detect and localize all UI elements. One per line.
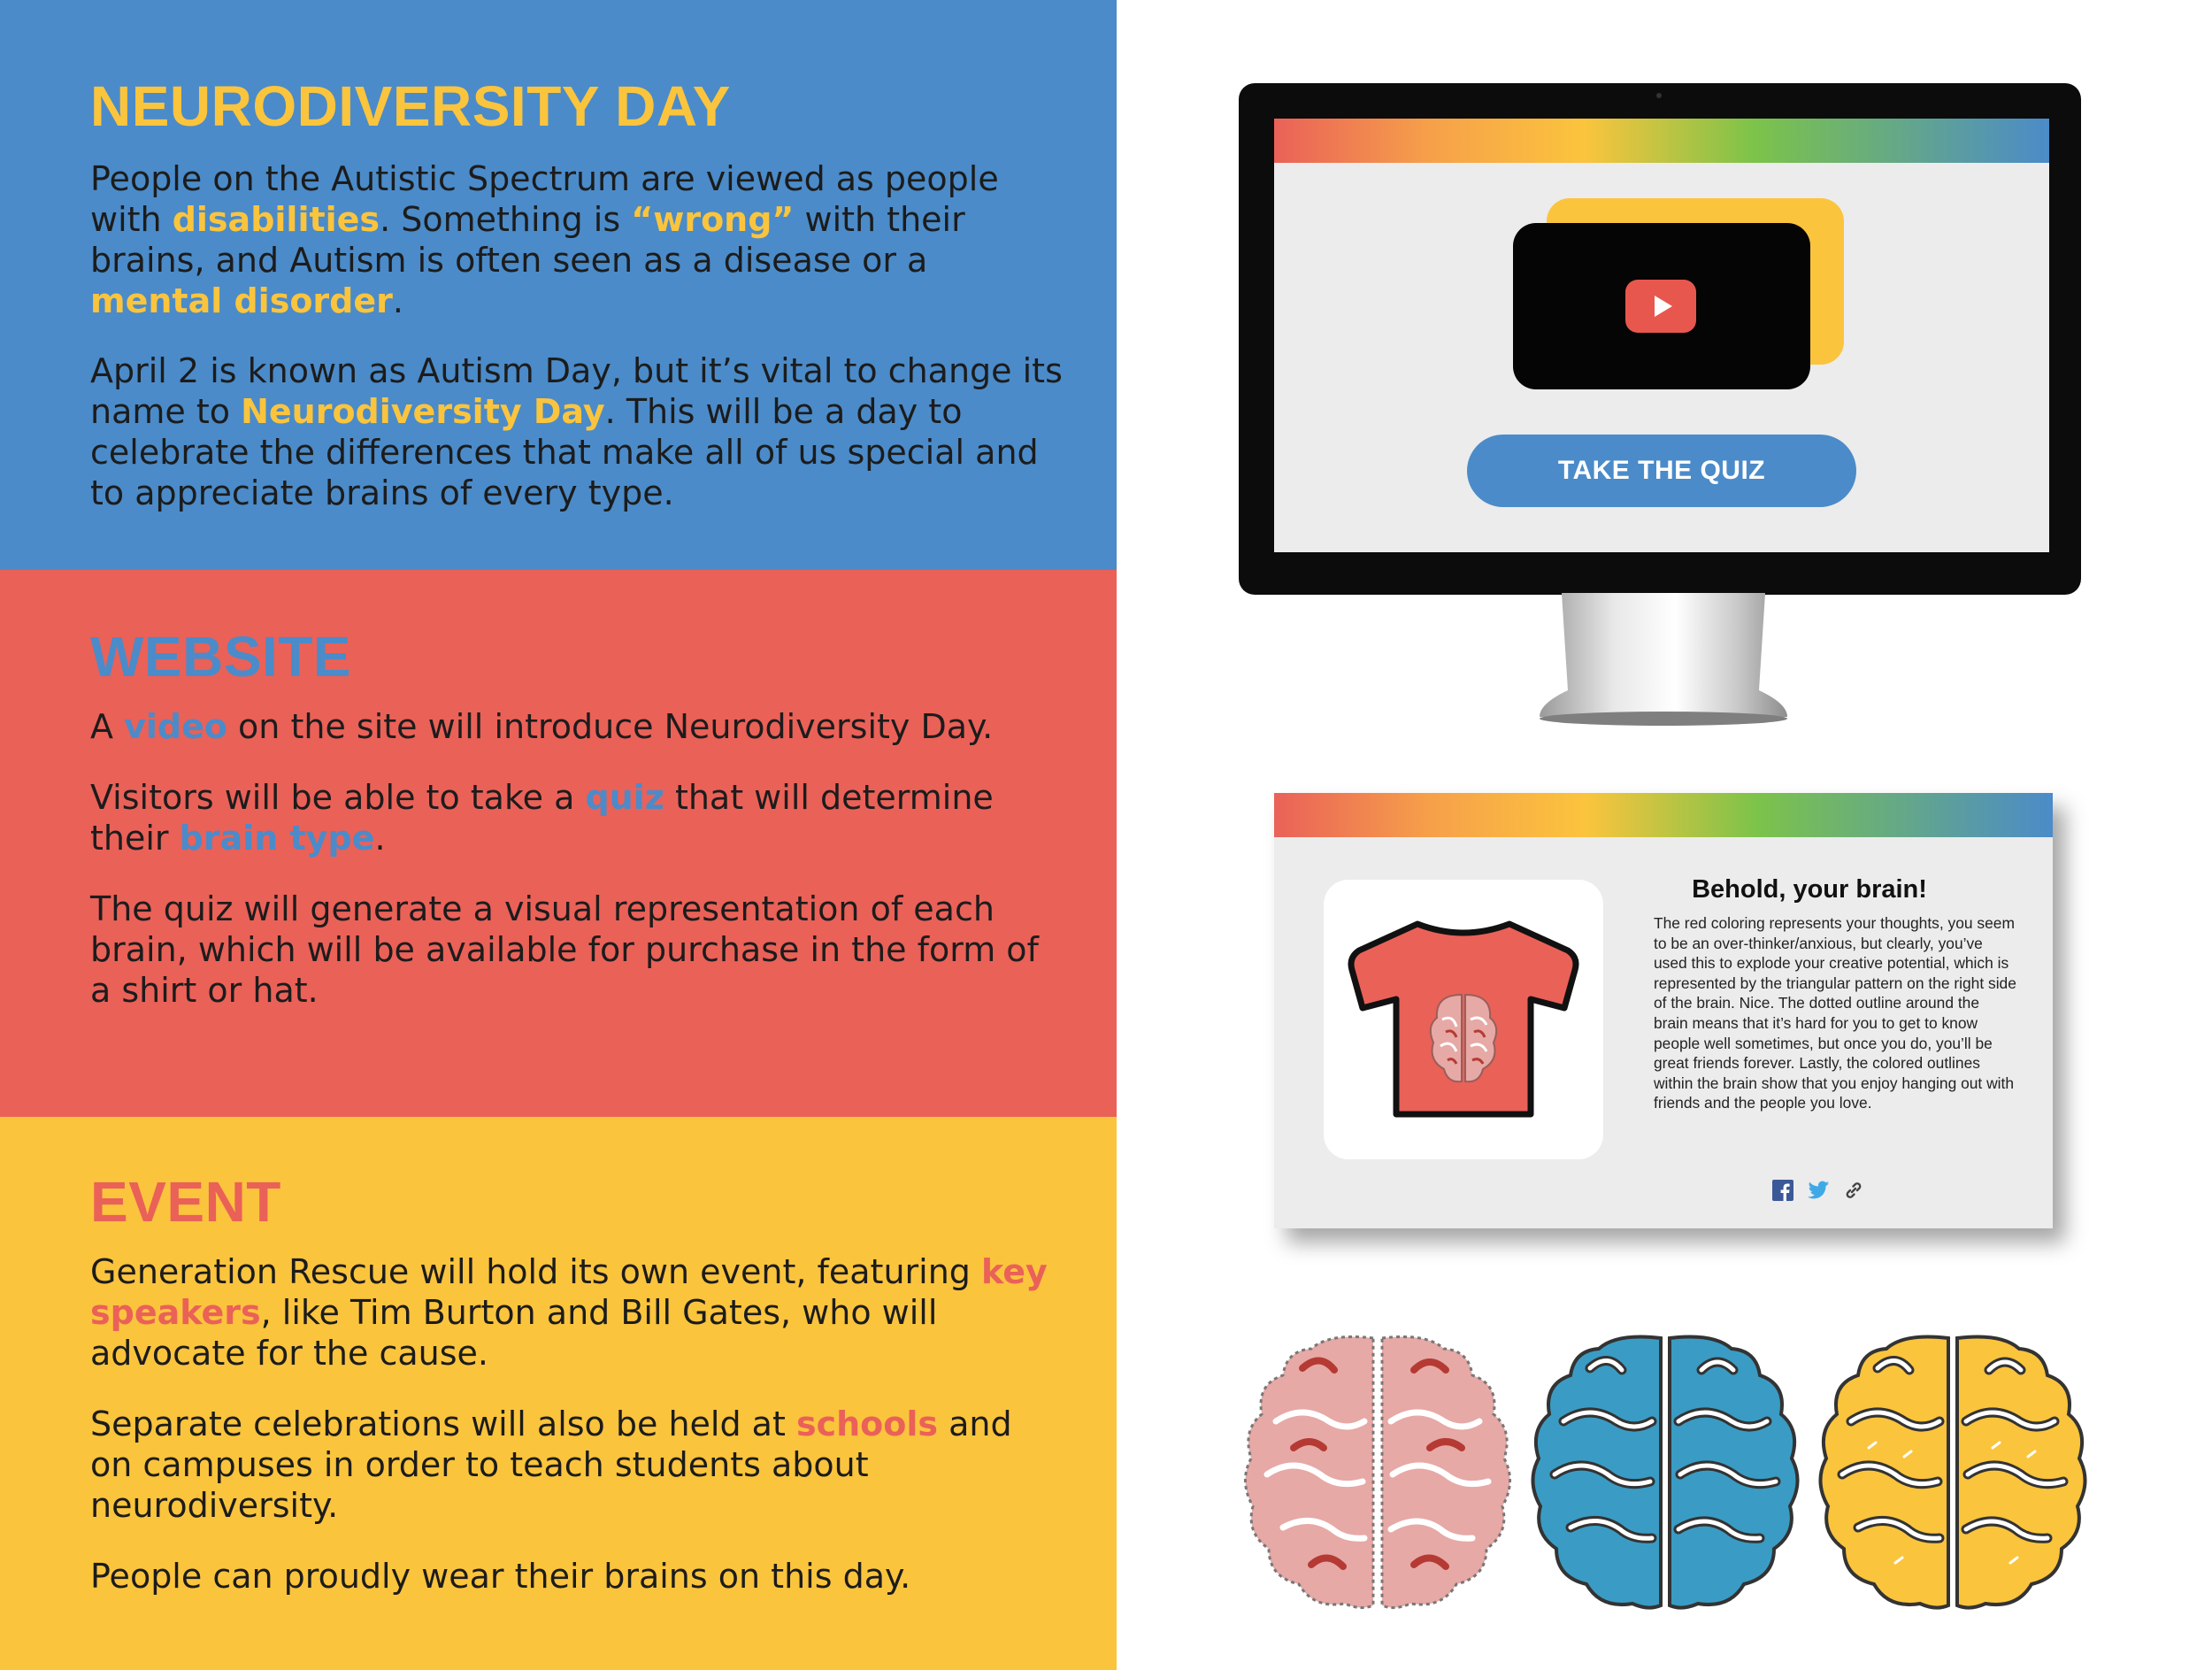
event-title: EVENT xyxy=(90,1170,281,1234)
website-title: WEBSITE xyxy=(90,625,352,689)
website-section xyxy=(0,570,1117,1117)
event-paragraph-2: Separate celebrations will also be held at schools and on campuses in order to teach students about neurodiversity. xyxy=(90,1404,1012,1525)
yellow-brain-illustration xyxy=(1816,1333,2090,1612)
website-paragraph-2: Visitors will be able to take a quiz that will determine their brain type. xyxy=(90,778,994,858)
neurodiversity-paragraph-2: April 2 is known as Autism Day, but it’s vital to change its name to Neurodiversity Day. This will be a day to celebrate the differences that make all of us special and to appreciate brains of every type. xyxy=(90,351,1063,512)
monitor-screen xyxy=(1274,119,2049,552)
event-paragraph-1: Generation Rescue will hold its own event, featuring key speakers, like Tim Burton and Bill Gates, who will advocate for the cause. xyxy=(90,1252,1048,1373)
result-title: Behold, your brain! xyxy=(1692,875,1927,904)
website-paragraph-1: A video on the site will introduce Neurodiversity Day. xyxy=(90,707,994,746)
monitor-mockup xyxy=(1239,83,2081,595)
website-paragraph-3: The quiz will generate a visual representation of each brain, which will be available for purchase in the form of a shirt or hat. xyxy=(90,889,1039,1010)
event-paragraph-3: People can proudly wear their brains on this day. xyxy=(90,1557,911,1596)
rainbow-header-bar xyxy=(1274,793,2053,837)
tshirt-icon xyxy=(1347,915,1580,1122)
event-section xyxy=(0,1117,1117,1670)
result-description: The red coloring represents your thoughts, you seem to be an over-thinker/anxious, but clearly, you’ve used this to explode your creative potential, which is represented by the triangular pattern on the right side of the brain. Nice. The dotted outline around the brain means that it’s hard for you to get to know people well sometimes, but once you do, you’ll be great friends forever. Lastly, the colored outlines within the brain show that you enjoy hanging out with friends and the people you love. xyxy=(1654,914,2016,1112)
twitter-icon[interactable] xyxy=(1807,1179,1830,1202)
play-icon[interactable] xyxy=(1625,280,1696,333)
neurodiversity-section xyxy=(0,0,1117,570)
shirt-preview[interactable] xyxy=(1324,880,1603,1159)
take-quiz-button[interactable]: TAKE THE QUIZ xyxy=(1467,435,1856,507)
quiz-result-card xyxy=(1274,793,2053,1228)
monitor-stand xyxy=(1522,593,1805,735)
facebook-icon[interactable] xyxy=(1771,1179,1794,1202)
blue-brain-illustration xyxy=(1528,1333,1802,1612)
neurodiversity-paragraph-1: People on the Autistic Spectrum are viewed as people with disabilities. Something is “wrong” with their brains, and Autism is often seen as a disease or a mental disorder. xyxy=(90,159,999,320)
link-icon[interactable] xyxy=(1842,1179,1865,1202)
neurodiversity-title: NEURODIVERSITY DAY xyxy=(90,74,731,138)
video-player[interactable] xyxy=(1513,223,1810,389)
rainbow-header-bar xyxy=(1274,119,2049,163)
red-brain-illustration xyxy=(1240,1333,1515,1612)
camera-dot xyxy=(1656,93,1662,98)
share-row xyxy=(1771,1179,1865,1202)
